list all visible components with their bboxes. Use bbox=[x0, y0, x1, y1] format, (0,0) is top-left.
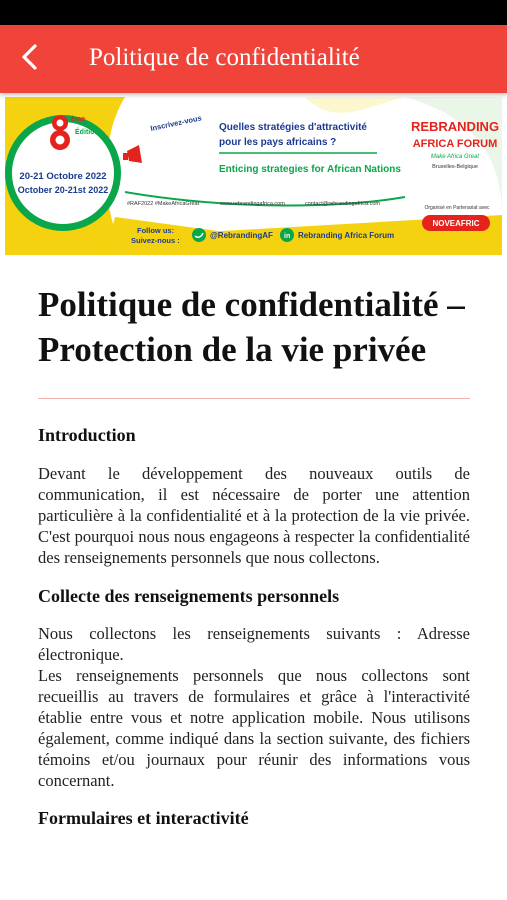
forum-logo-line2: AFRICA FORUM bbox=[412, 138, 498, 150]
section-paragraph: Les renseignements personnels que nous collectons sont recueillis au travers de formulaires et grâce à l'interactivité établie entre vous et notre application mobile. Nous utilisons également, comme indiqué dans la section suivante, des fichiers témoins et/ou journaux pour réunir des informations vous concernant. bbox=[38, 666, 470, 790]
partner-logo: NOVEAFRIC bbox=[432, 219, 480, 228]
title-divider bbox=[38, 398, 470, 399]
svg-text:in: in bbox=[284, 233, 291, 240]
dates-fr: 20-21 Octobre 2022 bbox=[19, 171, 107, 182]
edition-word: Édition bbox=[75, 129, 99, 136]
forum-tagline: Make Africa Great bbox=[430, 154, 480, 160]
twitter-icon[interactable] bbox=[192, 228, 206, 242]
section-heading-collecte: Collecte des renseignements personnels bbox=[38, 586, 340, 606]
section-heading-introduction: Introduction bbox=[38, 425, 136, 445]
organizer-label: Organisé en Partenariat avec bbox=[424, 205, 490, 211]
back-button[interactable] bbox=[10, 39, 50, 79]
dates-en: October 20-21st 2022 bbox=[17, 185, 109, 195]
contact-email: contact@rebrandingafrica.com bbox=[305, 201, 380, 207]
article bbox=[38, 260, 470, 830]
twitter-handle[interactable]: @RebrandingAF bbox=[210, 231, 273, 240]
forum-logo-line1: REBRANDING bbox=[410, 119, 500, 134]
forum-city: Bruxelles-Belgique bbox=[432, 164, 478, 170]
event-banner[interactable] bbox=[5, 97, 502, 255]
follow-fr: Follow us: bbox=[137, 226, 175, 235]
app-bar bbox=[0, 25, 507, 93]
section-paragraph: Nous collectons les renseignements suivants : Adresse électronique. bbox=[38, 624, 470, 664]
hashtags: #RAF2022 #MakeAfricaGreat bbox=[127, 201, 200, 207]
register-label: Inscrivez-vous bbox=[149, 113, 203, 133]
section-paragraph: Devant le développement des nouveaux outils de communication, il est nécessaire de porter une attention particulière à la confidentialité et à la protection de la vie privée. C'est pourquoi nous nous engageons à respecter la confidentialité des renseignements personnels que nous collectons. bbox=[38, 464, 470, 567]
website: www.rebrandingafrica.com bbox=[220, 201, 285, 207]
edition-suffix: ème bbox=[71, 116, 86, 123]
follow-en: Suivez-nous : bbox=[131, 236, 180, 245]
app-bar-title: Politique de confidentialité bbox=[89, 44, 360, 71]
question-fr-2: pour les pays africains ? bbox=[219, 137, 337, 148]
question-en: Enticing strategies for African Nations bbox=[219, 164, 401, 175]
linkedin-name[interactable]: Rebranding Africa Forum bbox=[298, 231, 395, 240]
back-arrow-icon bbox=[19, 44, 41, 75]
status-bar bbox=[0, 0, 507, 25]
section-heading-formulaires: Formulaires et interactivité bbox=[38, 808, 249, 828]
question-fr-1: Quelles stratégies d'attractivité bbox=[219, 122, 367, 133]
page-title: Politique de confidentialité – Protection de la vie privée bbox=[38, 285, 465, 369]
